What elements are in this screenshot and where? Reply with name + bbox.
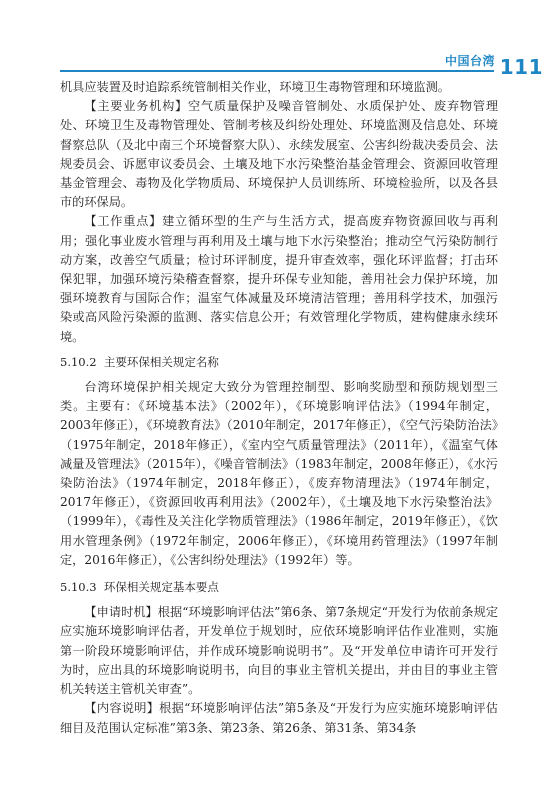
- paragraph-text: 根据“环境影响评估法”第5条及“开发行为应实施环境影响评估细目及范围认定标准”第3条、第23条、第26条、第31条、第34条: [60, 701, 498, 735]
- paragraph-continuation: 机具应装置及时追踪系统管制相关作业，环境卫生毒物管理和环境监测。: [60, 80, 450, 94]
- paragraph-label: 【内容说明】: [84, 701, 160, 716]
- paragraph-text: 空气质量保护及噪音管制处、水质保护处、废弃物管理处、环境卫生及毒物管理处、管制考核及纠纷处理处、环境监测及信息处、环境督察总队（及北中南三个环境督察大队）、永续发展室、公害纠纷裁决委员会、法规委员会、诉愿审议委员会、土壤及地下水污染整治基金管理会、资源回收管理基金管理会、毒物及化学物质局、环境保护人员训练所、环境检验所，以及各县市的环保局。: [60, 99, 499, 210]
- paragraph-text: 建立循环型的生产与生活方式，提高废弃物资源回收与再利用；强化事业废水管理与再利用及土壤与地下水污染整治；推动空气污染防制行动方案，改善空气质量；检讨环评制度，提升审查效率，强化环评监督；打击环保犯罪，加强环境污染稽查督察，提升环保专业知能，善用社会力保护环境，加强环境教育与国际合作；温室气体减量及环境清洁管理；善用科学技术，加强污染或高风险污染源的监测、落实信息公开；有效管理化学物质，建构健康永续环境。: [60, 214, 499, 344]
- body-text: [60, 78, 498, 738]
- header-rule: [60, 70, 494, 72]
- paragraph-label: 【工作重点】: [84, 214, 163, 229]
- section-number: 5.10.3: [60, 580, 97, 595]
- section-number: 5.10.2: [60, 354, 97, 369]
- paragraph-work-focus: [60, 212, 498, 346]
- section-title: 主要环保相关规定名称: [103, 354, 219, 369]
- paragraph-main-agencies: [60, 97, 498, 212]
- running-header-title: 中国台湾: [444, 54, 495, 68]
- paragraph-label: 【主要业务机构】: [84, 99, 188, 114]
- section-heading: [60, 570, 498, 603]
- section-heading: [60, 347, 498, 378]
- page-number: 111: [499, 55, 543, 79]
- paragraph-label: 【申请时机】: [84, 605, 158, 620]
- paragraph-application-timing: [60, 603, 498, 699]
- paragraph-text: 根据“环境影响评估法”第6条、第7条规定“开发行为依前条规定应实施环境影响评估者，开发单位于规划时，应依环境影响评估作业准则，实施第一阶段环境影响评估，并作成环境影响说明书”。及“开发单位申请许可开发行为时，应出具的环境影响说明书，向目的事业主管机关提出，并由目的事业主管机关转送主管机关审查”。: [60, 605, 499, 697]
- paragraph-regulations-list: 台湾环境保护相关规定大致分为管理控制型、影响奖励型和预防规划型三类。主要有：《环境基本法》（2002年），《环境影响评估法》（1994年制定，2003年修正），《环境教育法》（2010年制定，2017年修正），《空气污染防治法》（1975年制定，2018年修正），《室内空气质量管理法》（2011年），《温室气体减量及管理法》（2015年），《噪音管制法》（1983年制定，2008年修正），《水污染防治法》（1974年制定，2018年修正），《废弃物清理法》（1974年制定，2017年修正），《资源回收再利用法》（2002年），《土壤及地下水污染整治法》（1999年），《毒性及关注化学物质管理法》（1986年制定，2019年修正），《饮用水管理条例》（1972年制定，2006年修正），《环境用药管理法》（1997年制定，2016年修正），《公害纠纷处理法》（1992年）等。: [60, 380, 498, 567]
- paragraph-content-description: [60, 699, 498, 737]
- section-title: 环保相关规定基本要点: [103, 580, 219, 595]
